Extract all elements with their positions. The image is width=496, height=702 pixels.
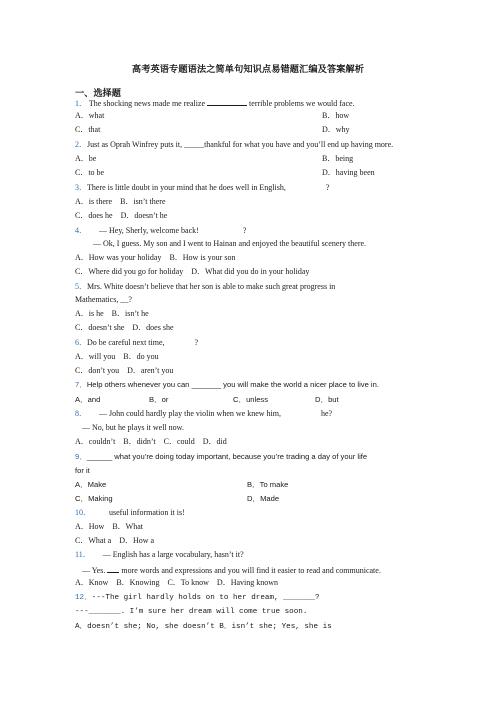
question-3-stem: 3．There is little doubt in your mind that he does well in English, ? <box>75 183 330 192</box>
question-6-options-row-1 <box>75 352 165 362</box>
question-9-stem-cont: for it <box>75 466 90 475</box>
option-a[interactable]: A．will you <box>75 352 116 361</box>
question-1-options-row-1 <box>75 111 350 121</box>
option-a[interactable]: A．couldn’t <box>75 437 116 446</box>
question-7-options <box>75 395 339 405</box>
option-d[interactable]: D．having been <box>322 168 375 177</box>
option-c[interactable]: C．don’t you <box>75 366 120 375</box>
option-c[interactable]: C．could <box>163 437 195 446</box>
section-heading: 一、选择题 <box>75 88 121 98</box>
option-a[interactable]: A．what <box>75 111 105 120</box>
question-12-stem: 12．---The girl hardly holds on to her dream, _______? <box>75 594 320 602</box>
option-d[interactable]: D．doesn’t he <box>120 211 168 220</box>
question-3-number: 3． <box>75 183 87 192</box>
question-6-options-row-2 <box>75 366 179 376</box>
option-a[interactable]: A．is there <box>75 197 113 206</box>
option-b[interactable]: B．do you <box>123 352 159 361</box>
question-5-stem-cont: Mathematics, __? <box>75 295 132 304</box>
question-4-number: 4． <box>75 226 87 235</box>
question-5-number: 5． <box>75 282 87 291</box>
option-b[interactable]: B．isn’t he <box>111 309 149 318</box>
question-9-number: 9． <box>75 452 87 461</box>
option-c[interactable]: C．Where did you go for holiday <box>75 267 184 276</box>
question-8-options <box>75 437 233 447</box>
option-d[interactable]: D．aren’t you <box>127 366 174 375</box>
option-a[interactable]: A．Know <box>75 578 109 587</box>
question-9-options-row-2 <box>75 494 280 504</box>
question-2-stem: 2．Just as Oprah Winfrey puts it, _____thankful for what you have and you’ll end up having more. <box>75 140 394 149</box>
option-b[interactable]: B．How is your son <box>169 253 236 262</box>
question-11-number: 11． <box>75 550 91 559</box>
option-b[interactable]: B．didn’t <box>123 437 156 446</box>
option-b[interactable]: B．To make <box>247 480 289 489</box>
option-d[interactable]: D．did <box>202 437 227 446</box>
question-5-options-row-1 <box>75 309 155 319</box>
question-12-reply: ---_______. I’m sure her dream will come true soon. <box>75 608 308 616</box>
question-2-options-row-2 <box>75 168 375 178</box>
question-4-options-row-1 <box>75 253 241 263</box>
question-8-stem: 8． — John could hardly play the violin when we knew him, he? <box>75 409 333 418</box>
question-8-reply: — No, but he plays it well now. <box>82 423 184 432</box>
option-c[interactable]: C．To know <box>167 578 209 587</box>
question-3-options-row-2 <box>75 211 173 221</box>
answer-blank <box>107 564 119 573</box>
question-4-reply: — Ok, I guess. My son and I went to Hainan and enjoyed the beautiful scenery there. <box>93 239 367 248</box>
document-title: 高考英语专题语法之简单句知识点易错题汇编及答案解析 <box>131 64 365 74</box>
option-c[interactable]: C．that <box>75 125 101 134</box>
question-1-number: 1． <box>75 99 87 108</box>
question-8-number: 8． <box>75 409 87 418</box>
option-c[interactable]: C．Making <box>75 494 113 503</box>
question-4-options-row-2 <box>75 267 315 277</box>
option-d[interactable]: D．Having known <box>216 578 279 587</box>
question-12-number: 12． <box>75 594 92 602</box>
question-5-options-row-2 <box>75 323 180 333</box>
question-11-stem: 11． — English has a large vocabulary, hasn’t it? <box>75 550 244 559</box>
option-d[interactable]: D．why <box>322 125 350 134</box>
question-10-stem: 10． useful information it is! <box>75 508 185 517</box>
question-1-stem: 1． The shocking news made me realize terrible problems we would face. <box>75 99 355 108</box>
option-b[interactable]: B．isn’t there <box>120 197 166 206</box>
option-b[interactable]: B．Knowing <box>116 578 160 587</box>
question-11-reply: — Yes. more words and expressions and you will find it easier to read and communicate. <box>82 566 381 575</box>
question-2-options-row-1 <box>75 154 354 164</box>
question-10-options-row-1 <box>75 522 149 532</box>
question-10-options-row-2 <box>75 536 160 546</box>
option-a[interactable]: A．How was your holiday <box>75 253 162 262</box>
option-d[interactable]: D．What did you do in your holiday <box>191 267 310 276</box>
question-4-stem: 4． — Hey, Sherly, welcome back! ? <box>75 226 247 235</box>
option-d[interactable]: D．does she <box>132 323 174 332</box>
option-c[interactable]: C．What a <box>75 536 112 545</box>
option-a[interactable]: A．Make <box>75 480 107 489</box>
option-d[interactable]: D．How a <box>119 536 155 545</box>
option-d[interactable]: D．Made <box>247 494 280 503</box>
option-b[interactable]: B．how <box>322 111 350 120</box>
option-a[interactable]: A．be <box>75 154 97 163</box>
question-7-number: 7． <box>75 380 87 389</box>
question-2-number: 2． <box>75 140 87 149</box>
option-a[interactable]: A．and <box>75 395 101 404</box>
option-c[interactable]: C．unless <box>233 395 269 404</box>
question-7-stem: 7．Help others whenever you can _______ you will make the world a nicer place to live in. <box>75 380 379 389</box>
question-6-number: 6． <box>75 338 87 347</box>
option-c[interactable]: C．does he <box>75 211 113 220</box>
question-11-options <box>75 578 284 588</box>
question-6-stem: 6．Do be careful next time, ? <box>75 338 199 347</box>
question-12-options[interactable]: A．doesn’t she; No, she doesn’t B．isn’t she; Yes, she is <box>75 623 332 631</box>
question-9-options-row-1 <box>75 480 289 490</box>
option-c[interactable]: C．doesn’t she <box>75 323 125 332</box>
option-d[interactable]: D．but <box>315 395 339 404</box>
option-a[interactable]: A．How <box>75 522 105 531</box>
question-10-number: 10． <box>75 508 91 517</box>
option-c[interactable]: C．to be <box>75 168 105 177</box>
question-9-stem: 9．______ what you’re doing today important, because you’re trading a day of your life <box>75 452 368 461</box>
option-b[interactable]: B．What <box>112 522 144 531</box>
question-3-options-row-1 <box>75 197 172 207</box>
option-a[interactable]: A．is he <box>75 309 104 318</box>
question-5-stem: 5．Mrs. White doesn’t believe that her son is able to make such great progress in <box>75 282 336 291</box>
answer-blank <box>207 97 247 106</box>
question-1-options-row-2 <box>75 125 350 135</box>
option-b[interactable]: B．or <box>149 395 169 404</box>
option-b[interactable]: B．being <box>322 154 354 163</box>
